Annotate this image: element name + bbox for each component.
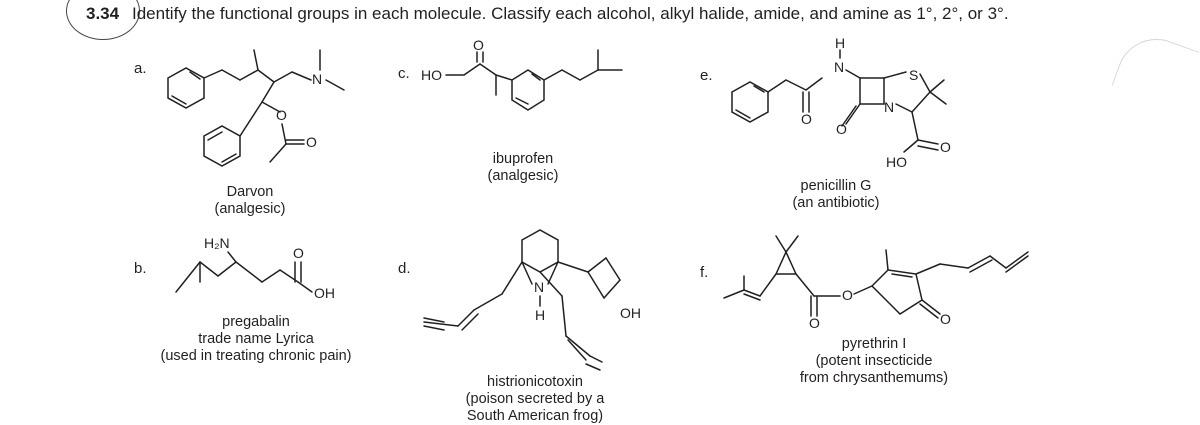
label-b: b.: [134, 260, 147, 277]
caption-ibuprofen-name: ibuprofen: [492, 151, 554, 167]
penicillin-ring-n: N: [884, 99, 895, 115]
caption-darvon: [190, 184, 310, 218]
caption-pyrethrin: [786, 336, 962, 387]
histrionicotoxin-oh-atom: OH: [620, 305, 641, 321]
structure-pregabalin: [176, 235, 335, 301]
label-a: a.: [134, 60, 147, 77]
penicillin-ho-atom: HO: [886, 154, 907, 170]
caption-ibuprofen: [468, 151, 578, 185]
histrionicotoxin-h-atom: H: [535, 307, 546, 323]
structure-pyrethrin: [724, 236, 1028, 331]
problem-text: Identify the functional groups in each molecule. Classify each alcohol, alkyl halide, amide, and amine as 1°, 2°, or 3°.: [132, 4, 1009, 23]
structure-penicillin: [732, 35, 951, 170]
caption-pregabalin-trade: trade name Lyrica: [198, 331, 314, 347]
problem-number: 3.34: [86, 4, 120, 23]
pyrethrin-ester-o: O: [842, 287, 853, 303]
penicillin-lactam-o: O: [836, 121, 847, 137]
caption-histrionicotoxin-use: (poison secreted by a: [465, 391, 605, 407]
label-f: f.: [700, 264, 709, 281]
caption-pregabalin-use: (used in treating chronic pain): [160, 348, 352, 364]
structure-histrionicotoxin: [424, 230, 641, 370]
label-c: c.: [398, 65, 410, 82]
caption-darvon-use: (analgesic): [214, 201, 286, 217]
caption-pyrethrin-extra: from chrysanthemums): [799, 370, 949, 386]
caption-pyrethrin-use: (potent insecticide: [815, 353, 933, 369]
penicillin-n-atom: N: [834, 59, 845, 75]
caption-histrionicotoxin-extra: South American frog): [466, 408, 604, 424]
structure-ibuprofen: [421, 37, 622, 110]
caption-darvon-name: Darvon: [226, 184, 274, 200]
caption-histrionicotoxin: [450, 374, 620, 425]
structure-darvon: [168, 50, 344, 166]
darvon-carbonyl-o: O: [306, 134, 317, 150]
penicillin-h-atom: H: [835, 35, 846, 51]
caption-penicillin-name: penicillin G: [800, 178, 872, 194]
pregabalin-o-atom: O: [293, 245, 304, 261]
darvon-n-atom: N: [312, 71, 323, 87]
penicillin-amide-o: O: [801, 111, 812, 127]
histrionicotoxin-n-atom: N: [534, 279, 545, 295]
caption-histrionicotoxin-name: histrionicotoxin: [487, 374, 583, 390]
penicillin-acid-o: O: [940, 139, 951, 155]
pyrethrin-carbonyl-o: O: [809, 315, 820, 331]
caption-ibuprofen-use: (analgesic): [487, 168, 559, 184]
caption-pregabalin-name: pregabalin: [222, 314, 290, 330]
darvon-o-atom: O: [276, 107, 287, 123]
pregabalin-oh-atom: OH: [314, 285, 335, 301]
caption-penicillin-use: (an antibiotic): [792, 195, 880, 211]
pyrethrin-ketone-o: O: [940, 311, 951, 327]
pregabalin-h2n-atom: H₂N: [204, 235, 230, 251]
caption-pyrethrin-name: pyrethrin I: [841, 336, 907, 352]
label-d: d.: [398, 260, 411, 277]
penicillin-s-atom: S: [909, 67, 919, 83]
ibuprofen-o-atom: O: [473, 37, 484, 53]
caption-penicillin: [776, 178, 896, 212]
ibuprofen-ho-atom: HO: [421, 67, 442, 83]
caption-pregabalin: [146, 314, 366, 365]
label-e: e.: [700, 67, 713, 84]
